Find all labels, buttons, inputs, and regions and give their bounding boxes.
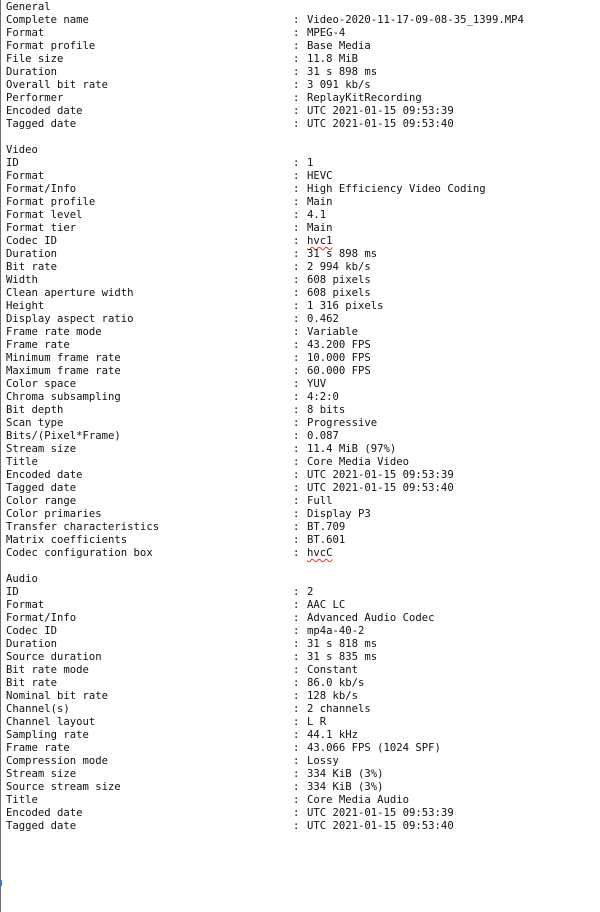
field-separator: : xyxy=(293,79,300,91)
info-row xyxy=(6,404,596,417)
field-value: UTC 2021-01-15 09:53:39 xyxy=(307,469,454,481)
info-row xyxy=(6,443,596,456)
field-label: Format xyxy=(6,27,45,39)
field-value: 10.000 FPS xyxy=(307,352,371,364)
info-row xyxy=(6,40,596,53)
field-separator: : xyxy=(293,781,300,793)
info-row xyxy=(6,690,596,703)
field-value: 608 pixels xyxy=(307,287,371,299)
section-title: General xyxy=(6,1,51,13)
field-value: Main xyxy=(307,222,333,234)
field-value: 2 xyxy=(307,586,314,598)
field-label: ID xyxy=(6,586,19,598)
field-value: UTC 2021-01-15 09:53:40 xyxy=(307,482,454,494)
field-value: 31 s 898 ms xyxy=(307,66,378,78)
field-separator: : xyxy=(293,742,300,754)
field-separator: : xyxy=(293,586,300,598)
field-separator: : xyxy=(293,300,300,312)
field-label: Clean aperture width xyxy=(6,287,134,299)
field-label: Channel layout xyxy=(6,716,96,728)
field-value: 334 KiB (3%) xyxy=(307,781,384,793)
field-separator: : xyxy=(293,716,300,728)
field-value: 2 994 kb/s xyxy=(307,261,371,273)
field-value: 11.4 MiB (97%) xyxy=(307,443,397,455)
field-label: Chroma subsampling xyxy=(6,391,121,403)
info-row xyxy=(6,534,596,547)
info-row xyxy=(6,274,596,287)
field-separator: : xyxy=(293,508,300,520)
field-label: Duration xyxy=(6,248,58,260)
info-row xyxy=(6,677,596,690)
field-label: Title xyxy=(6,794,38,806)
field-value: Advanced Audio Codec xyxy=(307,612,435,624)
field-value: Full xyxy=(307,495,333,507)
field-label: Color range xyxy=(6,495,77,507)
field-separator: : xyxy=(293,287,300,299)
info-row xyxy=(6,625,596,638)
field-separator: : xyxy=(293,794,300,806)
field-value: Variable xyxy=(307,326,359,338)
info-row xyxy=(6,248,596,261)
info-row xyxy=(6,118,596,131)
field-value: Core Media Audio xyxy=(307,794,410,806)
field-label: Tagged date xyxy=(6,118,77,130)
field-label: Bit rate xyxy=(6,677,58,689)
field-value: hvc1 xyxy=(307,235,333,247)
field-separator: : xyxy=(293,599,300,611)
field-separator: : xyxy=(293,118,300,130)
info-row xyxy=(6,716,596,729)
info-row xyxy=(6,742,596,755)
info-row xyxy=(6,638,596,651)
section-general xyxy=(6,1,596,131)
field-separator: : xyxy=(293,495,300,507)
field-separator: : xyxy=(293,417,300,429)
field-label: Codec ID xyxy=(6,235,58,247)
info-row xyxy=(6,599,596,612)
field-label: Complete name xyxy=(6,14,89,26)
field-value: Progressive xyxy=(307,417,378,429)
field-value: 43.066 FPS (1024 SPF) xyxy=(307,742,441,754)
info-row xyxy=(6,261,596,274)
field-value: UTC 2021-01-15 09:53:39 xyxy=(307,807,454,819)
field-label: Frame rate xyxy=(6,742,70,754)
field-label: Codec configuration box xyxy=(6,547,153,559)
field-label: Format level xyxy=(6,209,83,221)
field-separator: : xyxy=(293,274,300,286)
info-row xyxy=(6,313,596,326)
section-audio xyxy=(6,573,596,833)
field-separator: : xyxy=(293,404,300,416)
field-label: Maximum frame rate xyxy=(6,365,121,377)
text-cursor-marker xyxy=(0,880,2,886)
field-separator: : xyxy=(293,547,300,559)
field-value: 60.000 FPS xyxy=(307,365,371,377)
field-label: Encoded date xyxy=(6,807,83,819)
info-row xyxy=(6,547,596,560)
info-row xyxy=(6,703,596,716)
field-separator: : xyxy=(293,703,300,715)
field-separator: : xyxy=(293,456,300,468)
info-row xyxy=(6,365,596,378)
field-value: High Efficiency Video Coding xyxy=(307,183,486,195)
field-label: Bit rate xyxy=(6,261,58,273)
info-row xyxy=(6,170,596,183)
field-label: Stream size xyxy=(6,768,77,780)
field-value: 2 channels xyxy=(307,703,371,715)
info-row xyxy=(6,196,596,209)
field-value: 44.1 kHz xyxy=(307,729,359,741)
info-row xyxy=(6,807,596,820)
info-row xyxy=(6,456,596,469)
field-value: 608 pixels xyxy=(307,274,371,286)
field-separator: : xyxy=(293,365,300,377)
info-row xyxy=(6,105,596,118)
field-label: Bit depth xyxy=(6,404,64,416)
field-value: Video-2020-11-17-09-08-35_1399.MP4 xyxy=(307,14,524,26)
field-separator: : xyxy=(293,638,300,650)
info-row xyxy=(6,820,596,833)
field-label: Performer xyxy=(6,92,64,104)
field-separator: : xyxy=(293,313,300,325)
field-separator: : xyxy=(293,183,300,195)
field-label: Frame rate mode xyxy=(6,326,102,338)
field-separator: : xyxy=(293,261,300,273)
field-separator: : xyxy=(293,443,300,455)
field-value: Base Media xyxy=(307,40,371,52)
field-label: Format xyxy=(6,170,45,182)
info-row xyxy=(6,768,596,781)
field-value: 0.462 xyxy=(307,313,339,325)
field-separator: : xyxy=(293,755,300,767)
window-left-border xyxy=(0,0,1,912)
info-row xyxy=(6,300,596,313)
field-value: BT.709 xyxy=(307,521,346,533)
field-label: Compression mode xyxy=(6,755,109,767)
field-value: 128 kb/s xyxy=(307,690,359,702)
field-label: Transfer characteristics xyxy=(6,521,160,533)
field-separator: : xyxy=(293,196,300,208)
field-separator: : xyxy=(293,157,300,169)
field-label: Duration xyxy=(6,638,58,650)
info-row xyxy=(6,79,596,92)
field-value: 4.1 xyxy=(307,209,327,221)
field-value: 31 s 818 ms xyxy=(307,638,378,650)
info-row xyxy=(6,495,596,508)
field-label: Format profile xyxy=(6,40,96,52)
field-separator: : xyxy=(293,14,300,26)
section-video xyxy=(6,144,596,560)
field-separator: : xyxy=(293,677,300,689)
field-separator: : xyxy=(293,612,300,624)
field-separator: : xyxy=(293,378,300,390)
field-label: Format/Info xyxy=(6,183,77,195)
field-label: Encoded date xyxy=(6,105,83,117)
field-label: Tagged date xyxy=(6,482,77,494)
info-row xyxy=(6,222,596,235)
field-value: AAC LC xyxy=(307,599,346,611)
field-value: 3 091 kb/s xyxy=(307,79,371,91)
field-value: hvcC xyxy=(307,547,333,559)
field-label: Bits/(Pixel*Frame) xyxy=(6,430,121,442)
field-label: Channel(s) xyxy=(6,703,70,715)
field-value: UTC 2021-01-15 09:53:40 xyxy=(307,118,454,130)
field-label: Minimum frame rate xyxy=(6,352,121,364)
info-row xyxy=(6,378,596,391)
field-value: mp4a-40-2 xyxy=(307,625,365,637)
field-separator: : xyxy=(293,222,300,234)
field-label: Source stream size xyxy=(6,781,121,793)
field-separator: : xyxy=(293,352,300,364)
field-label: Stream size xyxy=(6,443,77,455)
field-label: Encoded date xyxy=(6,469,83,481)
field-separator: : xyxy=(293,209,300,221)
field-separator: : xyxy=(293,105,300,117)
field-separator: : xyxy=(293,326,300,338)
section-title: Video xyxy=(6,144,38,156)
field-value: 1 316 pixels xyxy=(307,300,384,312)
field-label: Nominal bit rate xyxy=(6,690,109,702)
info-row xyxy=(6,755,596,768)
field-value: 1 xyxy=(307,157,314,169)
field-separator: : xyxy=(293,534,300,546)
field-separator: : xyxy=(293,53,300,65)
field-label: Title xyxy=(6,456,38,468)
info-row xyxy=(6,235,596,248)
field-label: Codec ID xyxy=(6,625,58,637)
field-value: 43.200 FPS xyxy=(307,339,371,351)
field-value: 11.8 MiB xyxy=(307,53,359,65)
field-value: Constant xyxy=(307,664,359,676)
info-row xyxy=(6,27,596,40)
info-row xyxy=(6,469,596,482)
field-value: BT.601 xyxy=(307,534,346,546)
info-row xyxy=(6,586,596,599)
field-value: UTC 2021-01-15 09:53:40 xyxy=(307,820,454,832)
field-label: Matrix coefficients xyxy=(6,534,128,546)
info-row xyxy=(6,651,596,664)
info-row xyxy=(6,664,596,677)
info-row xyxy=(6,209,596,222)
info-row xyxy=(6,53,596,66)
field-separator: : xyxy=(293,729,300,741)
field-value: 86.0 kb/s xyxy=(307,677,365,689)
info-row xyxy=(6,66,596,79)
media-info-report[interactable] xyxy=(6,1,596,846)
info-row xyxy=(6,417,596,430)
field-label: Format tier xyxy=(6,222,77,234)
info-row xyxy=(6,183,596,196)
field-label: Color space xyxy=(6,378,77,390)
field-value: Display P3 xyxy=(307,508,371,520)
field-separator: : xyxy=(293,66,300,78)
field-value: 8 bits xyxy=(307,404,346,416)
field-value: L R xyxy=(307,716,327,728)
field-value: Lossy xyxy=(307,755,339,767)
field-value: YUV xyxy=(307,378,327,390)
info-row xyxy=(6,729,596,742)
field-label: Sampling rate xyxy=(6,729,89,741)
field-separator: : xyxy=(293,469,300,481)
field-label: Overall bit rate xyxy=(6,79,109,91)
info-row xyxy=(6,287,596,300)
field-separator: : xyxy=(293,521,300,533)
field-value: Core Media Video xyxy=(307,456,410,468)
info-row xyxy=(6,326,596,339)
info-row xyxy=(6,521,596,534)
field-value: 334 KiB (3%) xyxy=(307,768,384,780)
field-label: Frame rate xyxy=(6,339,70,351)
field-separator: : xyxy=(293,170,300,182)
field-label: Source duration xyxy=(6,651,102,663)
field-value: UTC 2021-01-15 09:53:39 xyxy=(307,105,454,117)
field-label: Display aspect ratio xyxy=(6,313,134,325)
info-row xyxy=(6,352,596,365)
field-separator: : xyxy=(293,92,300,104)
field-label: ID xyxy=(6,157,19,169)
field-value: Main xyxy=(307,196,333,208)
info-row xyxy=(6,391,596,404)
info-row xyxy=(6,92,596,105)
field-label: Scan type xyxy=(6,417,64,429)
field-separator: : xyxy=(293,235,300,247)
field-value: 4:2:0 xyxy=(307,391,339,403)
field-label: Height xyxy=(6,300,45,312)
field-label: Width xyxy=(6,274,38,286)
field-separator: : xyxy=(293,482,300,494)
field-value: 31 s 835 ms xyxy=(307,651,378,663)
field-label: Format profile xyxy=(6,196,96,208)
field-separator: : xyxy=(293,625,300,637)
info-row xyxy=(6,781,596,794)
field-separator: : xyxy=(293,807,300,819)
field-separator: : xyxy=(293,339,300,351)
field-value: MPEG-4 xyxy=(307,27,346,39)
field-separator: : xyxy=(293,430,300,442)
section-title: Audio xyxy=(6,573,38,585)
info-row xyxy=(6,430,596,443)
field-value: ReplayKitRecording xyxy=(307,92,422,104)
field-label: Bit rate mode xyxy=(6,664,89,676)
field-separator: : xyxy=(293,664,300,676)
info-row xyxy=(6,794,596,807)
field-separator: : xyxy=(293,690,300,702)
field-value: 31 s 898 ms xyxy=(307,248,378,260)
info-row xyxy=(6,508,596,521)
field-label: Tagged date xyxy=(6,820,77,832)
field-label: Duration xyxy=(6,66,58,78)
field-separator: : xyxy=(293,27,300,39)
info-row xyxy=(6,482,596,495)
field-separator: : xyxy=(293,40,300,52)
field-separator: : xyxy=(293,768,300,780)
field-separator: : xyxy=(293,651,300,663)
field-value: HEVC xyxy=(307,170,333,182)
field-separator: : xyxy=(293,248,300,260)
field-separator: : xyxy=(293,391,300,403)
field-label: File size xyxy=(6,53,64,65)
field-label: Format xyxy=(6,599,45,611)
field-label: Format/Info xyxy=(6,612,77,624)
field-label: Color primaries xyxy=(6,508,102,520)
info-row xyxy=(6,339,596,352)
field-value: 0.087 xyxy=(307,430,339,442)
field-separator: : xyxy=(293,820,300,832)
info-row xyxy=(6,612,596,625)
info-row xyxy=(6,157,596,170)
info-row xyxy=(6,14,596,27)
